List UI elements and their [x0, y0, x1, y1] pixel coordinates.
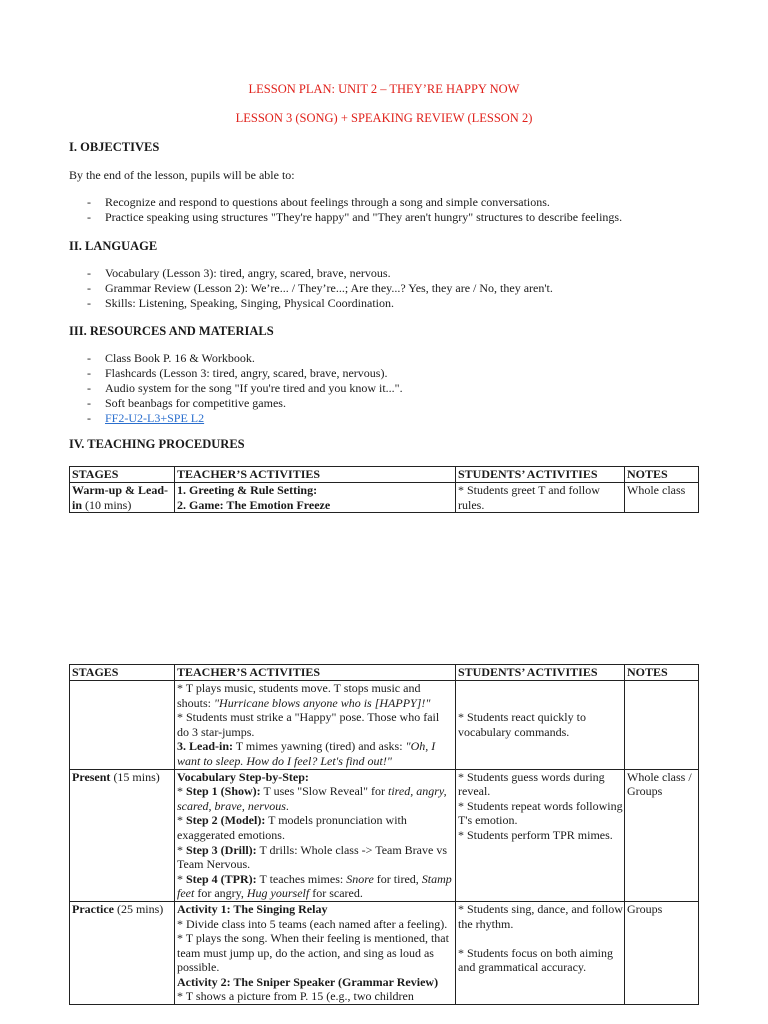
activity-label: 3. Lead-in: — [177, 739, 234, 754]
lesson-title: LESSON PLAN: UNIT 2 – THEY’RE HAPPY NOW — [248, 82, 520, 96]
mime-word: Hug yourself — [246, 886, 310, 901]
list-item: - Practice speaking using structures "They're happy" and "They aren't hungry" structures to describe feelings. — [87, 210, 622, 225]
activity-text: T uses "Slow Reveal" for — [260, 784, 389, 799]
activity-text: for scared. — [309, 886, 363, 901]
list-item — [87, 411, 403, 426]
mime-word: Snore — [346, 871, 374, 886]
table-row — [70, 901, 699, 1004]
stage-time: (25 mins) — [113, 901, 164, 916]
column-header-notes: NOTES — [625, 665, 699, 681]
activity-words: tired, angry, scared, brave, nervous — [177, 784, 447, 813]
table-row — [70, 681, 699, 770]
column-header-stages: STAGES — [70, 665, 175, 681]
teacher-cell: Vocabulary Step-by-Step: * Step 1 (Show): T uses "Slow Reveal" for tired, angry, scared, brave, nervous. * Step 2 (Model): T models pronunciation with exaggerated emotions. * Step 3 (Drill): T drills: Whole class -> Team Brave vs Team Nervous. * Step 4 (TPR): T teaches mimes: Snore for tired, Stamp feet for angry, Hug yourself for scared. — [175, 769, 456, 901]
teacher-cell — [175, 483, 456, 513]
activity-text: * Students must strike a "Happy" pose. Those who fail do 3 star-jumps. — [177, 710, 440, 739]
stage-name: Present — [72, 769, 111, 784]
students-cell — [456, 769, 625, 901]
activity-label: Step 1 (Show): — [186, 784, 261, 799]
column-header-notes: NOTES — [625, 467, 699, 483]
column-header-teacher: TEACHER’S ACTIVITIES — [175, 665, 456, 681]
activity-label: Step 2 (Model): — [186, 813, 266, 828]
stage-cell — [70, 483, 175, 513]
student-activity: * Students focus on both aiming and grammatical accuracy. — [458, 945, 613, 975]
activity-quote: "Oh, I want to sleep. How do I feel? Let's find out!" — [177, 739, 436, 768]
table-header-row — [70, 665, 699, 681]
activity-text: T models pronunciation with exaggerated emotions. — [177, 813, 407, 842]
teacher-cell — [175, 681, 456, 770]
activity-title: 2. Game: The Emotion Freeze — [177, 497, 331, 512]
students-cell: * Students greet T and follow rules. — [456, 483, 625, 513]
notes-cell: Groups — [625, 901, 699, 1004]
list-item: - Soft beanbags for competitive games. — [87, 396, 403, 411]
list-item: - Vocabulary (Lesson 3): tired, angry, scared, brave, nervous. — [87, 266, 553, 281]
activity-quote: "Hurricane blows anyone who is [HAPPY]!" — [214, 695, 431, 710]
list-item: - Audio system for the song "If you're tired and you know it...". — [87, 381, 403, 396]
column-header-students: STUDENTS’ ACTIVITIES — [456, 467, 625, 483]
activity-text: for tired, — [373, 871, 422, 886]
stage-name: Warm-up & Lead-in — [72, 483, 168, 512]
notes-cell: Whole class — [625, 483, 699, 513]
column-header-teacher: TEACHER’S ACTIVITIES — [175, 467, 456, 483]
stage-time: (15 mins) — [110, 769, 160, 784]
table-row — [70, 769, 699, 901]
stage-cell — [70, 681, 175, 770]
resources-list — [87, 351, 403, 426]
activity-text: for angry, — [194, 886, 247, 901]
list-item: - Recognize and respond to questions about feelings through a song and simple conversations. — [87, 195, 622, 210]
list-item: - Class Book P. 16 & Workbook. — [87, 351, 403, 366]
table-header-row — [70, 467, 699, 483]
list-item: - Grammar Review (Lesson 2): We’re... / They’re...; Are they...? Yes, they are / No, they aren't. — [87, 281, 553, 296]
notes-cell — [625, 681, 699, 770]
activity-title: Activity 2: The Sniper Speaker (Grammar Review) — [177, 974, 439, 989]
resource-link[interactable]: FF2-U2-L3+SPE L2 — [105, 411, 205, 425]
student-activity: * Students repeat words following T's emotion. — [458, 798, 623, 828]
activity-text: T mimes yawning (tired) and asks: — [233, 739, 406, 754]
objectives-heading: I. OBJECTIVES — [69, 140, 160, 154]
activity-text: T teaches mimes: — [256, 871, 347, 886]
activity-text: * T plays the song. When their feeling is mentioned, that team must jump up, do the action, and sing as loud as possible. — [177, 931, 449, 975]
procedures-heading: IV. TEACHING PROCEDURES — [69, 437, 245, 451]
activity-text: * T plays music, students move. T stops music and shouts: — [177, 681, 421, 710]
activity-title: 1. Greeting & Rule Setting: — [177, 483, 318, 497]
student-activity: * Students sing, dance, and follow the rhythm. — [458, 901, 623, 931]
activity-title: Vocabulary Step-by-Step: — [177, 769, 309, 784]
student-activity: * Students perform TPR mimes. — [458, 827, 613, 842]
stage-cell — [70, 901, 175, 1004]
activity-text: * Divide class into 5 teams (each named after a feeling). — [177, 916, 448, 931]
resources-heading: III. RESOURCES AND MATERIALS — [69, 324, 274, 338]
teacher-cell — [175, 901, 456, 1004]
activity-label: Step 3 (Drill): — [186, 842, 257, 857]
stage-name: Practice — [72, 901, 114, 916]
activity-title: Activity 1: The Singing Relay — [177, 901, 328, 916]
language-list — [87, 266, 553, 311]
students-cell: * Students react quickly to vocabulary commands. — [456, 681, 625, 770]
student-activity: * Students guess words during reveal. — [458, 769, 605, 799]
stage-time: (10 mins) — [82, 497, 132, 512]
activity-text: T drills: Whole class -> Team Brave vs Team Nervous. — [177, 842, 447, 872]
stage-cell — [70, 769, 175, 901]
language-heading: II. LANGUAGE — [69, 239, 158, 253]
objectives-list — [87, 195, 622, 225]
lesson-subtitle: LESSON 3 (SONG) + SPEAKING REVIEW (LESSON 2) — [235, 111, 533, 125]
table-row — [70, 483, 699, 513]
activity-text: * T shows a picture from P. 15 (e.g., two children — [177, 989, 414, 1004]
procedures-table-part-1 — [69, 466, 699, 513]
activity-label: Step 4 (TPR): — [186, 871, 257, 886]
column-header-stages: STAGES — [70, 467, 175, 483]
procedures-table-part-2 — [69, 664, 699, 1005]
list-item: - Skills: Listening, Speaking, Singing, Physical Coordination. — [87, 296, 553, 311]
list-item: - Flashcards (Lesson 3: tired, angry, scared, brave, nervous). — [87, 366, 403, 381]
objectives-intro: By the end of the lesson, pupils will be able to: — [69, 168, 295, 182]
column-header-students: STUDENTS’ ACTIVITIES — [456, 665, 625, 681]
mime-word: Stamp feet — [177, 871, 452, 901]
notes-cell: Whole class / Groups — [625, 769, 699, 901]
students-cell — [456, 901, 625, 1004]
